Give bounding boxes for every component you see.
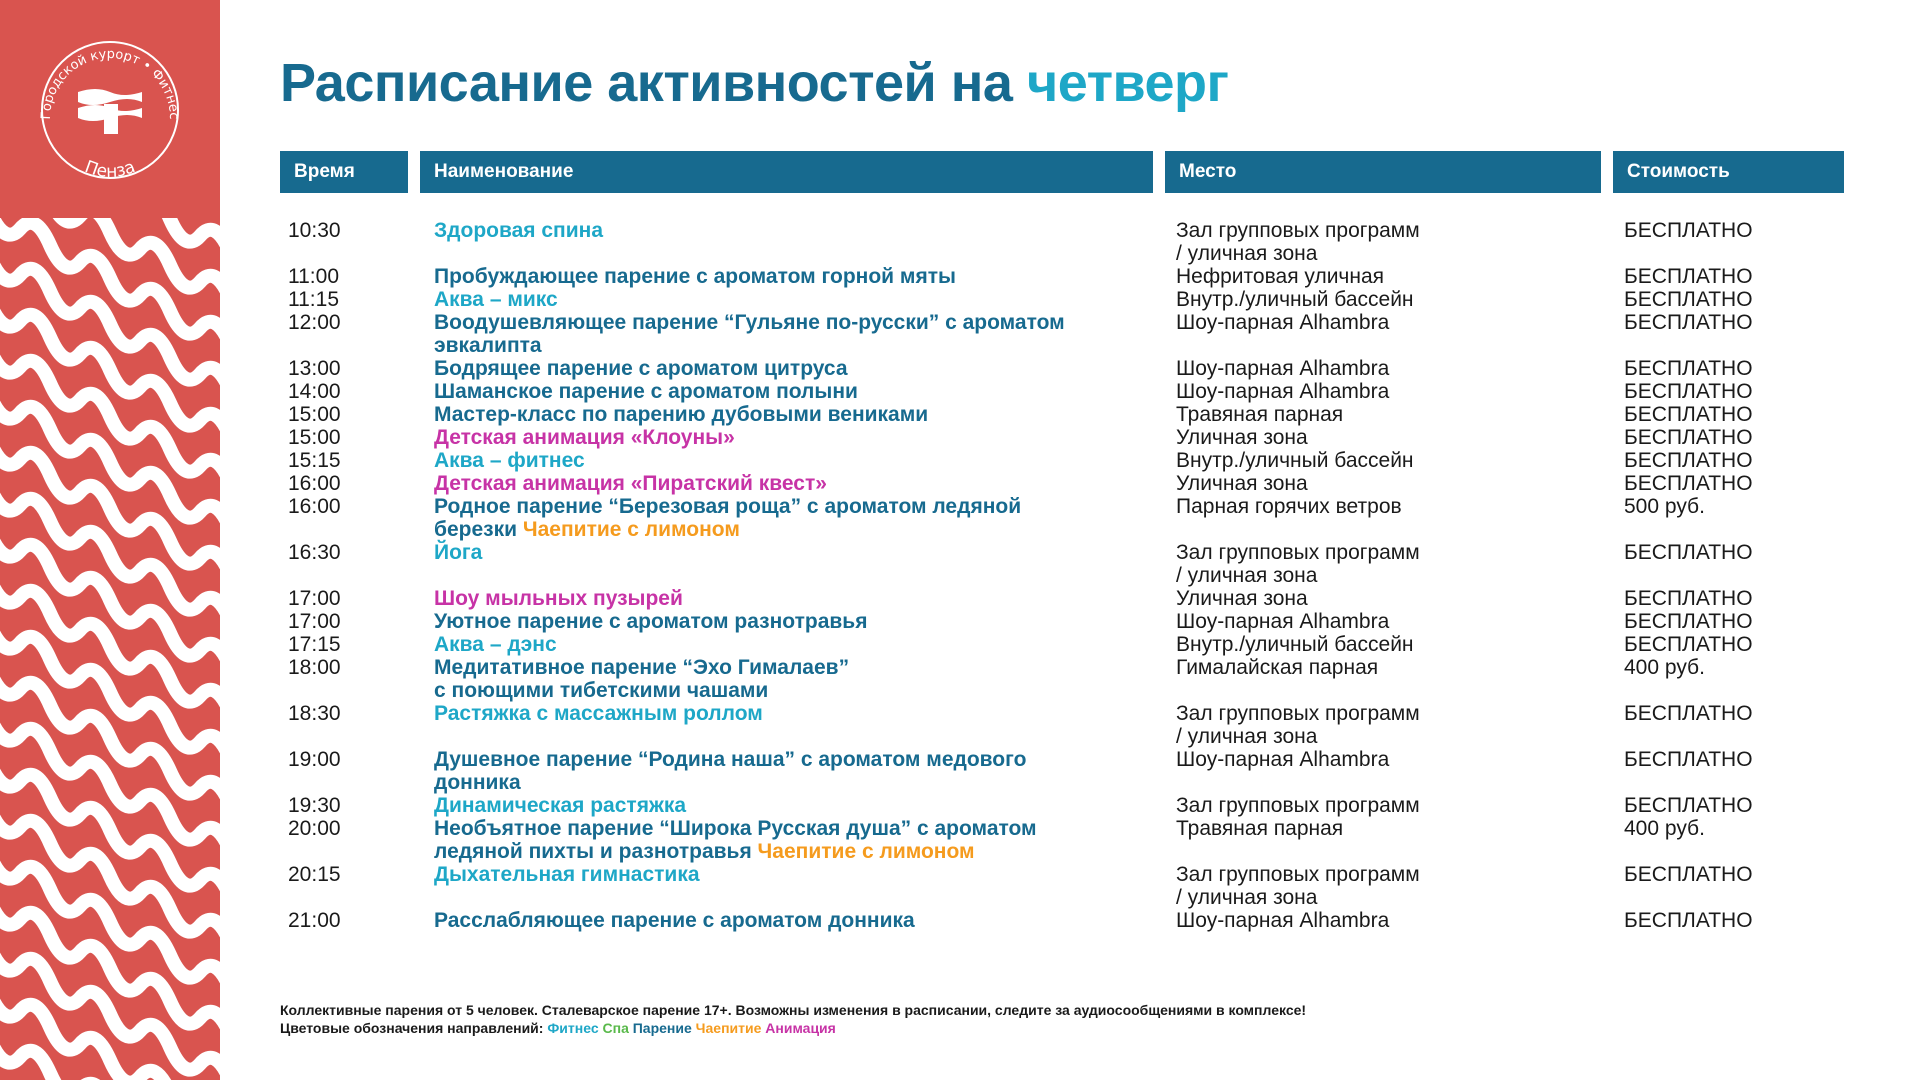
row-price: БЕСПЛАТНО — [1624, 863, 1753, 886]
brand-logo — [0, 0, 220, 218]
row-place: Шоу-парная Alhambra — [1176, 380, 1390, 403]
row-price: БЕСПЛАТНО — [1624, 610, 1753, 633]
column-header-time: Время — [280, 151, 408, 193]
footer-note: Коллективные парения от 5 человек. Сталеварское парение 17+. Возможны изменения в расписании, следите за аудиосообщениями в комплексе! — [280, 1002, 1307, 1018]
row-activity-name — [434, 449, 585, 472]
row-price: 400 руб. — [1624, 817, 1705, 840]
row-time: 15:15 — [288, 449, 341, 472]
row-time: 11:15 — [288, 288, 339, 311]
row-activity-name — [434, 702, 763, 725]
row-time: 20:00 — [288, 817, 341, 840]
row-place: / уличная зона — [1176, 564, 1318, 587]
row-time: 15:00 — [288, 403, 341, 426]
row-price: 400 руб. — [1624, 656, 1705, 679]
legend-item-fitness: Фитнес — [547, 1020, 599, 1036]
title-day: четверг — [1026, 53, 1229, 113]
ring-top-text: Городской курорт • Фитнес — [38, 46, 182, 120]
row-place: Нефритовая уличная — [1176, 265, 1385, 288]
row-place: Зал групповых программ — [1176, 219, 1420, 242]
row-time: 16:00 — [288, 472, 341, 495]
row-price: БЕСПЛАТНО — [1624, 357, 1753, 380]
page-title — [280, 52, 1229, 114]
row-time: 16:00 — [288, 495, 341, 518]
activity-segment: Чаепитие с лимоном — [757, 840, 975, 863]
activity-segment: Аква – фитнес — [434, 449, 585, 472]
legend-item-tea: Чаепитие — [691, 1020, 762, 1036]
activity-segment: Медитативное парение “Эхо Гималаев” — [434, 656, 850, 679]
activity-segment: Необъятное парение “Широка Русская душа” с ароматом — [434, 817, 1037, 840]
row-time: 17:00 — [288, 587, 341, 610]
row-place: Шоу-парная Alhambra — [1176, 909, 1390, 932]
row-price: 500 руб. — [1624, 495, 1705, 518]
brand-panel — [0, 0, 220, 1080]
row-activity-name — [434, 426, 735, 449]
row-place: Шоу-парная Alhambra — [1176, 357, 1390, 380]
row-activity-name — [434, 403, 928, 426]
row-place: Зал групповых программ — [1176, 702, 1420, 725]
row-price: БЕСПЛАТНО — [1624, 472, 1753, 495]
activity-segment: Чаепитие с лимоном — [522, 518, 740, 541]
row-price: БЕСПЛАТНО — [1624, 311, 1753, 334]
row-activity-name — [434, 357, 848, 380]
row-activity-name — [434, 840, 975, 863]
row-place: Шоу-парная Alhambra — [1176, 610, 1390, 633]
activity-segment: Дыхательная гимнастика — [434, 863, 700, 886]
row-time: 10:30 — [288, 219, 341, 242]
row-place: Шоу-парная Alhambra — [1176, 748, 1390, 771]
row-price: БЕСПЛАТНО — [1624, 794, 1753, 817]
activity-segment: донника — [434, 771, 521, 794]
row-price: БЕСПЛАТНО — [1624, 288, 1753, 311]
row-place: Зал групповых программ — [1176, 863, 1420, 886]
row-time: 19:30 — [288, 794, 341, 817]
row-activity-name — [434, 472, 827, 495]
svg-text:Пенза — [82, 157, 138, 182]
activity-segment: ледяной пихты и разнотравья — [434, 840, 758, 863]
row-price: БЕСПЛАТНО — [1624, 909, 1753, 932]
footer — [280, 1001, 1306, 1037]
activity-segment: Душевное парение “Родина наша” с ароматом медового — [434, 748, 1027, 771]
row-time: 12:00 — [288, 311, 341, 334]
row-place: / уличная зона — [1176, 725, 1318, 748]
activity-segment: Детская анимация «Пиратский квест» — [434, 472, 827, 495]
activity-segment: Детская анимация «Клоуны» — [434, 426, 735, 449]
row-place: Внутр./уличный бассейн — [1176, 633, 1414, 656]
row-time: 17:00 — [288, 610, 341, 633]
activity-segment: березки — [434, 518, 523, 541]
row-place: Внутр./уличный бассейн — [1176, 449, 1414, 472]
row-activity-name — [434, 541, 482, 564]
activity-segment: Шоу мыльных пузырей — [434, 587, 683, 610]
row-time: 14:00 — [288, 380, 341, 403]
row-time: 20:15 — [288, 863, 341, 886]
row-time: 13:00 — [288, 357, 341, 380]
row-place: Травяная парная — [1176, 817, 1344, 840]
row-price: БЕСПЛАТНО — [1624, 748, 1753, 771]
activity-segment: Воодушевляющее парение “Гульяне по-русски” с ароматом — [434, 311, 1065, 334]
row-price: БЕСПЛАТНО — [1624, 403, 1753, 426]
row-place: Шоу-парная Alhambra — [1176, 311, 1390, 334]
row-time: 17:15 — [288, 633, 341, 656]
row-time: 18:30 — [288, 702, 341, 725]
activity-segment: Динамическая растяжка — [434, 794, 687, 817]
activity-segment: Здоровая спина — [434, 219, 604, 242]
activity-segment: Бодрящее парение с ароматом цитруса — [434, 357, 848, 380]
column-header-price: Стоимость — [1613, 151, 1844, 193]
row-activity-name — [434, 334, 542, 357]
activity-segment: Расслабляющее парение с ароматом донника — [434, 909, 915, 932]
legend-item-spa: Спа — [598, 1020, 629, 1036]
row-price: БЕСПЛАТНО — [1624, 380, 1753, 403]
row-time: 11:00 — [288, 265, 339, 288]
row-activity-name — [434, 219, 603, 242]
activity-segment: с поющими тибетскими чашами — [434, 679, 769, 702]
row-place: Травяная парная — [1176, 403, 1344, 426]
row-time: 19:00 — [288, 748, 341, 771]
row-time: 18:00 — [288, 656, 341, 679]
row-activity-name — [434, 863, 700, 886]
row-place: Парная горячих ветров — [1176, 495, 1402, 518]
activity-segment: Уютное парение с ароматом разнотравья — [434, 610, 868, 633]
activity-segment: Йога — [434, 541, 483, 564]
activity-segment: Аква – микс — [434, 288, 558, 311]
row-activity-name — [434, 656, 849, 679]
color-legend — [280, 1019, 1306, 1037]
legend-label: Цветовые обозначения направлений: — [280, 1020, 544, 1036]
row-activity-name — [434, 633, 557, 656]
row-activity-name — [434, 265, 956, 288]
row-activity-name — [434, 518, 740, 541]
row-price: БЕСПЛАТНО — [1624, 265, 1753, 288]
row-price: БЕСПЛАТНО — [1624, 449, 1753, 472]
activity-segment: Аква – дэнс — [434, 633, 557, 656]
activity-segment: Родное парение “Березовая роща” с ароматом ледяной — [434, 495, 1022, 518]
row-place: Гималайская парная — [1176, 656, 1379, 679]
row-activity-name — [434, 748, 1026, 771]
row-time: 15:00 — [288, 426, 341, 449]
row-price: БЕСПЛАТНО — [1624, 541, 1753, 564]
row-activity-name — [434, 817, 1037, 840]
row-activity-name — [434, 909, 915, 932]
row-place: Уличная зона — [1176, 587, 1308, 610]
column-header-name: Наименование — [420, 151, 1153, 193]
title-main: Расписание активностей на — [280, 53, 1013, 113]
row-place: Зал групповых программ — [1176, 541, 1420, 564]
activity-segment: Пробуждающее парение с ароматом горной мяты — [434, 265, 956, 288]
row-place: Внутр./уличный бассейн — [1176, 288, 1414, 311]
row-activity-name — [434, 679, 768, 702]
activity-segment: эвкалипта — [434, 334, 542, 357]
row-price: БЕСПЛАТНО — [1624, 219, 1753, 242]
row-place: Зал групповых программ — [1176, 794, 1420, 817]
row-place: / уличная зона — [1176, 886, 1318, 909]
row-place: Уличная зона — [1176, 426, 1308, 449]
row-time: 16:30 — [288, 541, 341, 564]
column-header-place: Место — [1165, 151, 1601, 193]
row-price: БЕСПЛАТНО — [1624, 587, 1753, 610]
row-price: БЕСПЛАТНО — [1624, 702, 1753, 725]
row-activity-name — [434, 288, 558, 311]
row-activity-name — [434, 610, 867, 633]
row-activity-name — [434, 587, 683, 610]
activity-segment: Растяжка с массажным роллом — [434, 702, 763, 725]
row-price: БЕСПЛАТНО — [1624, 633, 1753, 656]
row-activity-name — [434, 311, 1065, 334]
row-activity-name — [434, 771, 521, 794]
row-place: Уличная зона — [1176, 472, 1308, 495]
activity-segment: Шаманское парение с ароматом полыни — [434, 380, 858, 403]
legend-item-steam: Парение — [628, 1020, 692, 1036]
row-time: 21:00 — [288, 909, 341, 932]
ring-bottom-text: Пенза — [82, 157, 139, 182]
row-price: БЕСПЛАТНО — [1624, 426, 1753, 449]
row-activity-name — [434, 794, 686, 817]
row-place: / уличная зона — [1176, 242, 1318, 265]
row-activity-name — [434, 495, 1021, 518]
legend-item-anim: Анимация — [761, 1020, 836, 1036]
activity-segment: Мастер-класс по парению дубовыми вениками — [434, 403, 929, 426]
logo-emblem-icon — [0, 0, 220, 218]
row-activity-name — [434, 380, 858, 403]
